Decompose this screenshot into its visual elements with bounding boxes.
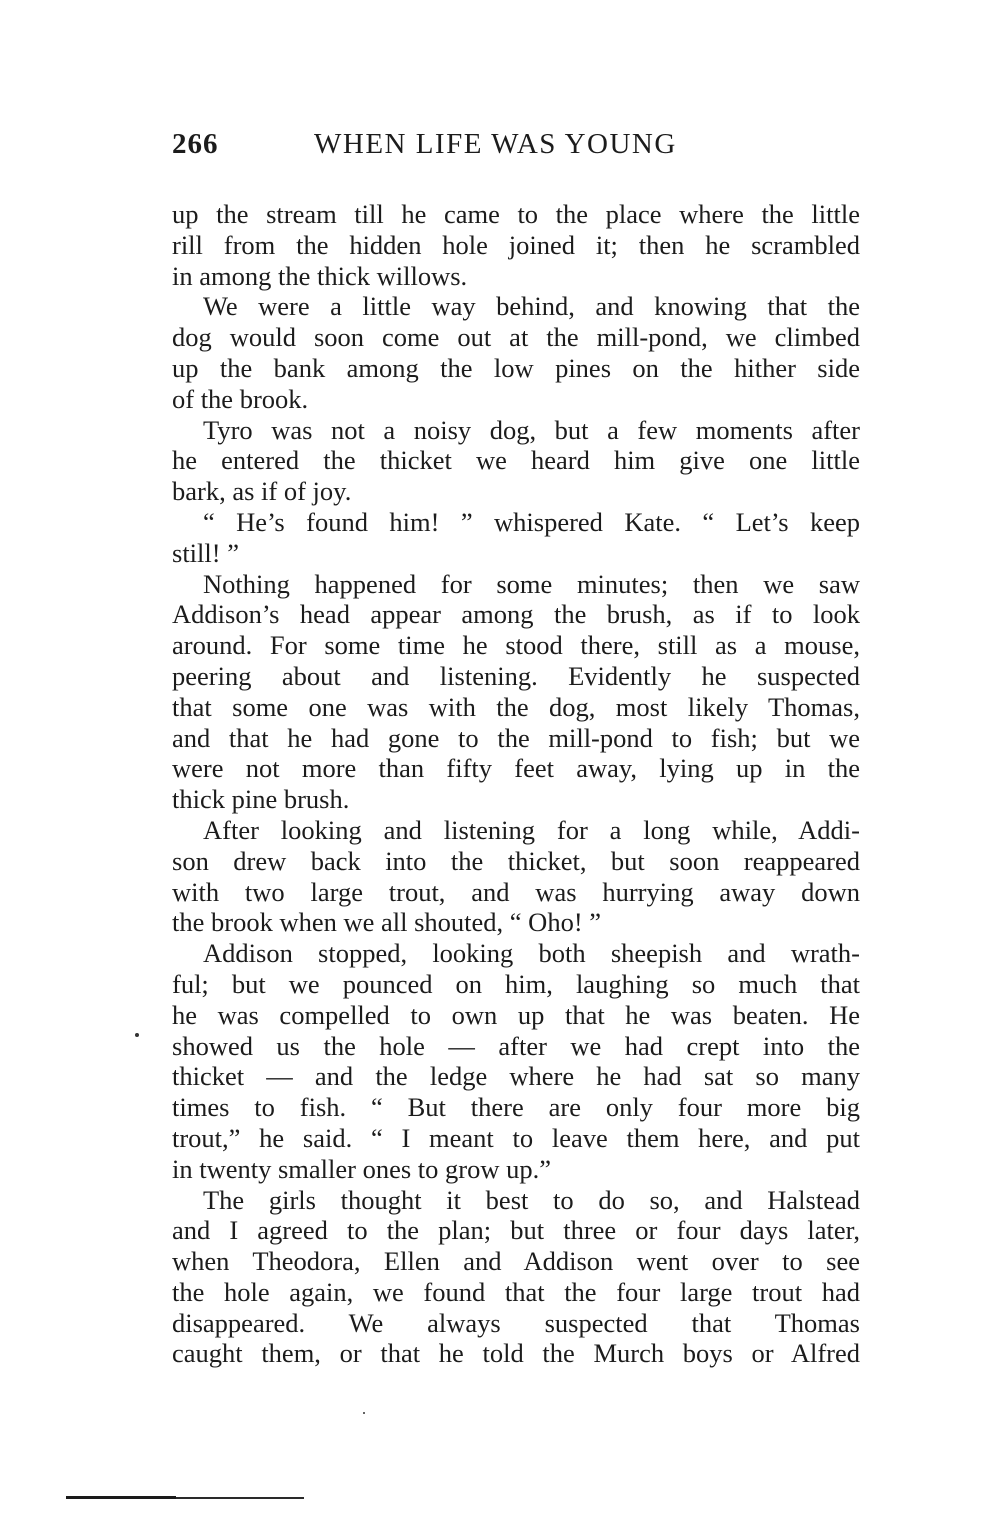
text-line: After looking and listening for a long while, Addi- <box>203 814 860 845</box>
text-line: caught them, or that he told the Murch boys or Alfred <box>172 1338 860 1369</box>
page-number: 266 <box>172 128 219 160</box>
text-line: Addison stopped, looking both sheepish and wrath- <box>203 938 860 969</box>
text-line: up the stream till he came to the place where the little <box>172 199 860 229</box>
text-line: ful; but we pounced on him, laughing so much that <box>172 968 860 999</box>
body-text <box>172 199 860 1369</box>
text-line: “ He’s found him! ” whispered Kate. “ Let’s keep <box>203 506 860 537</box>
text-line: the hole again, we found that the four large trout had <box>172 1276 860 1307</box>
text-line: thicket — and the ledge where he had sat so many <box>172 1061 860 1092</box>
text-line: and I agreed to the plan; but three or four days later, <box>172 1215 860 1246</box>
text-line: We were a little way behind, and knowing that the <box>203 291 860 322</box>
text-line: up the bank among the low pines on the hither side <box>172 352 860 383</box>
text-line: he entered the thicket we heard him give one little <box>172 445 860 476</box>
text-line: disappeared. We always suspected that Thomas <box>172 1307 860 1338</box>
text-line: of the brook. <box>172 383 309 414</box>
text-line: Addison’s head appear among the brush, as if to look <box>172 599 860 630</box>
text-line: showed us the hole — after we had crept into the <box>172 1030 860 1061</box>
text-line: still! ” <box>172 537 239 568</box>
text-line: in twenty smaller ones to grow up.” <box>172 1153 552 1184</box>
text-line: peering about and listening. Evidently he suspected <box>172 660 860 691</box>
text-line: times to fish. “ But there are only four more big <box>172 1092 860 1123</box>
text-line: when Theodora, Ellen and Addison went over to see <box>172 1246 860 1277</box>
text-line: that some one was with the dog, most likely Thomas, <box>172 691 860 722</box>
text-line: he was compelled to own up that he was beaten. He <box>172 999 860 1030</box>
margin-speck-mark <box>135 1033 139 1037</box>
text-line: bark, as if of joy. <box>172 476 352 507</box>
text-line: thick pine brush. <box>172 784 350 815</box>
text-line: in among the thick willows. <box>172 260 468 291</box>
running-title: WHEN LIFE WAS YOUNG <box>314 128 677 160</box>
text-line: Nothing happened for some minutes; then we saw <box>203 568 860 599</box>
text-line: dog would soon come out at the mill-pond, we climbed <box>172 322 860 353</box>
text-line: son drew back into the thicket, but soon reappeared <box>172 845 860 876</box>
text-line: with two large trout, and was hurrying away down <box>172 876 860 907</box>
footer-rule-heavy <box>66 1496 176 1499</box>
text-line: the brook when we all shouted, “ Oho! ” <box>172 907 602 938</box>
text-line: around. For some time he stood there, still as a mouse, <box>172 630 860 661</box>
text-line: and that he had gone to the mill-pond to fish; but we <box>172 722 860 753</box>
text-line: trout,” he said. “ I meant to leave them here, and put <box>172 1122 860 1153</box>
page-header <box>172 128 862 168</box>
text-line: The girls thought it best to do so, and Halstead <box>203 1184 860 1215</box>
bottom-speck-mark <box>363 1412 365 1414</box>
text-line: Tyro was not a noisy dog, but a few moments after <box>203 414 860 445</box>
text-line: rill from the hidden hole joined it; then he scrambled <box>172 229 860 260</box>
text-line: were not more than fifty feet away, lying up in the <box>172 753 860 784</box>
